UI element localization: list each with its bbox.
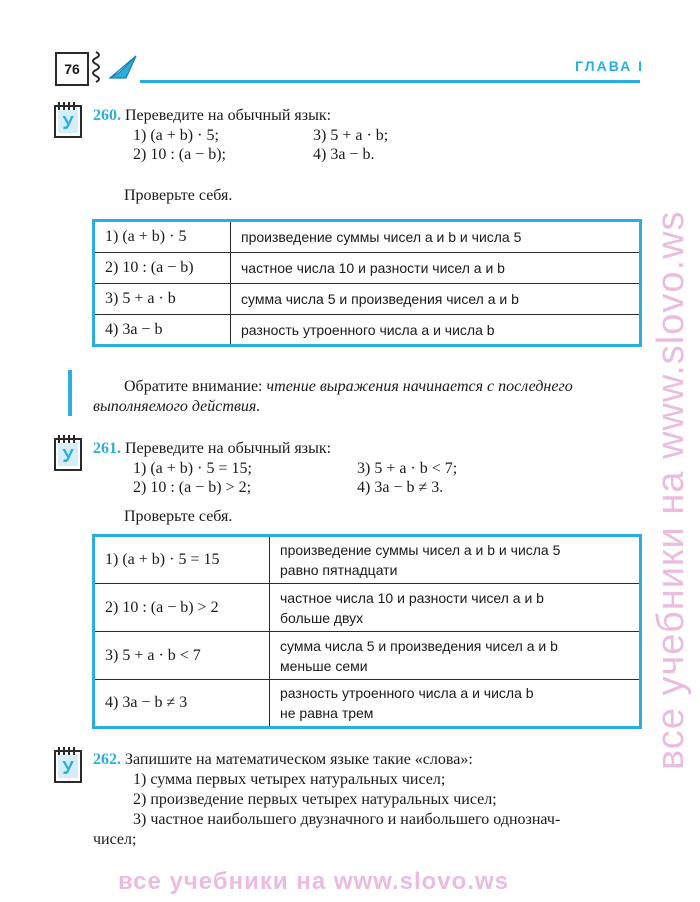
notepad-y-icon — [52, 433, 84, 473]
table-row — [94, 253, 641, 284]
table-row — [94, 536, 641, 584]
table-cell-expr: 2) 10 : (a − b) — [94, 253, 231, 284]
table-cell-desc: частное числа 10 и разности чисел a и b — [231, 253, 641, 284]
table-cell-expr: 3) 5 + a · b < 7 — [94, 632, 270, 680]
task-line: 1) сумма первых четырех натуральных чисел; — [133, 771, 446, 788]
table-row — [94, 221, 641, 253]
table-cell-expr: 1) (a + b) · 5 = 15 — [94, 536, 270, 584]
note-bar — [68, 370, 72, 416]
task-number: 261. — [93, 440, 121, 457]
watermark-vertical: все учебники на www.slovo.ws — [650, 210, 692, 770]
table-cell-desc: частное числа 10 и разности чисел a и b — [280, 589, 544, 606]
task-item: 4) 3a − b. — [313, 146, 375, 163]
table-cell-expr: 4) 3a − b ≠ 3 — [94, 680, 270, 728]
notepad-y-icon — [52, 100, 84, 140]
note-lead: Обратите внимание: — [124, 378, 263, 395]
task-line: 3) частное наибольшего двузначного и наибольшего однознач- — [133, 811, 561, 828]
table-cell-desc: равно пятнадцати — [280, 562, 398, 578]
table-row — [94, 284, 641, 315]
task-prompt: Запишите на математическом языке такие «слова»: — [125, 751, 473, 768]
check-yourself: Проверьте себя. — [124, 508, 233, 525]
task-item: 1) (a + b) · 5 = 15; — [133, 460, 252, 477]
task-item: 2) 10 : (a − b) > 2; — [133, 479, 252, 496]
icon-letter: У — [62, 758, 74, 778]
header-rule — [140, 80, 640, 83]
table-cell-desc: сумма числа 5 и произведения чисел a и b — [280, 637, 558, 654]
task-item: 3) 5 + a · b; — [313, 127, 389, 144]
spiral-binding-icon — [88, 50, 104, 84]
task-number: 260. — [93, 107, 121, 124]
notepad-y-icon — [52, 745, 84, 785]
page-number: 76 — [55, 52, 89, 86]
table-cell-expr: 3) 5 + a · b — [94, 284, 231, 315]
table-cell-desc: не равна трем — [280, 705, 374, 721]
note-line-2: выполняемого действия. — [93, 398, 261, 415]
table-cell-expr: 1) (a + b) · 5 — [94, 221, 231, 253]
table-cell-expr: 4) 3a − b — [94, 315, 231, 346]
task-line: 2) произведение первых четырех натуральных чисел; — [133, 791, 497, 808]
task-item: 3) 5 + a · b < 7; — [357, 460, 458, 477]
table-cell-desc: сумма числа 5 и произведения чисел a и b — [231, 284, 641, 315]
table-row — [94, 632, 641, 680]
table-cell-desc: произведение суммы чисел a и b и числа 5 — [231, 221, 641, 253]
answer-table — [92, 534, 642, 729]
table-cell-desc: меньше семи — [280, 657, 368, 674]
table-cell-desc: больше двух — [280, 609, 364, 626]
task-prompt: Переведите на обычный язык: — [125, 107, 332, 124]
task-number: 262. — [93, 751, 121, 768]
table-row — [94, 584, 641, 632]
note-line-1 — [124, 377, 573, 397]
task-prompt: Переведите на обычный язык: — [125, 440, 332, 457]
table-cell-expr: 2) 10 : (a − b) > 2 — [94, 584, 270, 632]
check-yourself: Проверьте себя. — [124, 187, 233, 204]
icon-letter: У — [62, 446, 74, 466]
task-line: чисел; — [93, 831, 137, 848]
table-cell-desc: произведение суммы чисел a и b и числа 5 — [280, 542, 561, 558]
chapter-title: ГЛАВА I — [575, 58, 644, 74]
paper-plane-icon — [108, 52, 138, 82]
task-item: 1) (a + b) · 5; — [133, 127, 219, 144]
task-item: 4) 3a − b ≠ 3. — [357, 479, 444, 496]
table-row — [94, 315, 641, 346]
icon-letter: У — [62, 113, 74, 133]
answer-table — [92, 219, 642, 347]
table-row — [94, 680, 641, 728]
note-text: чтение выражения начинается с последнего — [262, 378, 573, 395]
table-cell-desc: разность утроенного числа a и числа b — [280, 685, 534, 701]
task-item: 2) 10 : (a − b); — [133, 146, 226, 163]
table-cell-desc: разность утроенного числа a и числа b — [231, 315, 641, 346]
watermark-bottom: все учебники на www.slovo.ws — [118, 868, 509, 895]
